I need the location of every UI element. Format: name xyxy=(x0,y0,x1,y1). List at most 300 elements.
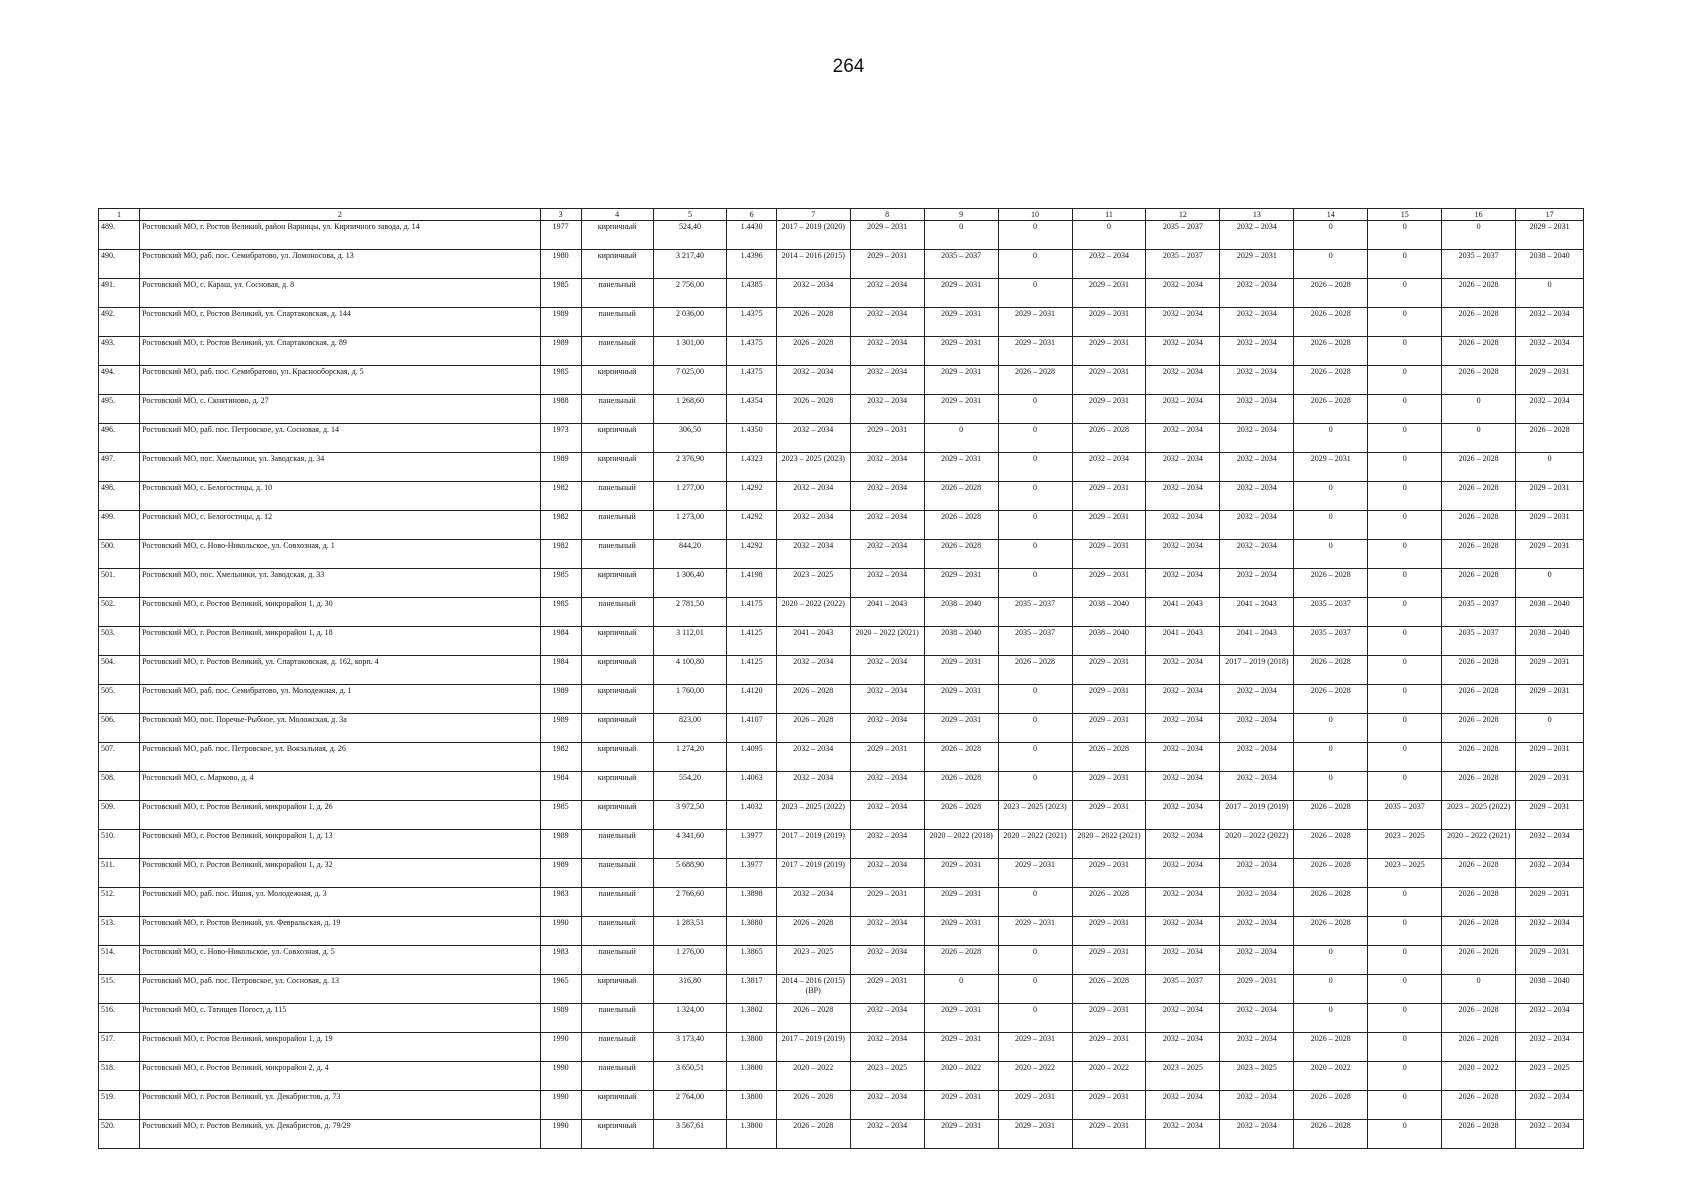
cell-period-col-14: 2026 – 2028 xyxy=(1294,1120,1368,1149)
cell-coefficient: 1.4385 xyxy=(727,279,776,308)
cell-period-col-15: 0 xyxy=(1368,714,1442,743)
cell-period-col-17: 2029 – 2031 xyxy=(1516,801,1584,830)
cell-period-col-14: 2026 – 2028 xyxy=(1294,308,1368,337)
cell-period-col-12: 2041 – 2043 xyxy=(1146,627,1220,656)
cell-period-col-8: 2029 – 2031 xyxy=(850,975,924,1004)
cell-period-col-14: 0 xyxy=(1294,221,1368,250)
cell-period-col-9: 2029 – 2031 xyxy=(924,656,998,685)
cell-row-number: 519. xyxy=(99,1091,140,1120)
cell-area: 1 268,60 xyxy=(653,395,727,424)
cell-period-col-8: 2023 – 2025 xyxy=(850,1062,924,1091)
cell-period-col-9: 2029 – 2031 xyxy=(924,1004,998,1033)
cell-period-col-13: 2032 – 2034 xyxy=(1220,1091,1294,1120)
cell-period-col-15: 0 xyxy=(1368,1004,1442,1033)
cell-coefficient: 1.3898 xyxy=(727,888,776,917)
cell-period-col-15: 0 xyxy=(1368,540,1442,569)
cell-period-col-17: 2029 – 2031 xyxy=(1516,888,1584,917)
cell-year-built: 1989 xyxy=(540,453,581,482)
cell-period-col-11: 2029 – 2031 xyxy=(1072,917,1146,946)
cell-year-built: 1988 xyxy=(540,395,581,424)
cell-address: Ростовский МО, с. Марково, д. 4 xyxy=(140,772,541,801)
cell-period-col-12: 2032 – 2034 xyxy=(1146,1120,1220,1149)
cell-year-built: 1990 xyxy=(540,1033,581,1062)
cell-period-col-12: 2032 – 2034 xyxy=(1146,1091,1220,1120)
cell-period-col-14: 0 xyxy=(1294,714,1368,743)
cell-period-col-15: 0 xyxy=(1368,482,1442,511)
cell-period-col-11: 2029 – 2031 xyxy=(1072,656,1146,685)
cell-year-built: 1982 xyxy=(540,743,581,772)
cell-period-col-17: 2032 – 2034 xyxy=(1516,917,1584,946)
cell-period-col-13: 2032 – 2034 xyxy=(1220,279,1294,308)
cell-row-number: 516. xyxy=(99,1004,140,1033)
cell-period-col-16: 2026 – 2028 xyxy=(1442,917,1516,946)
cell-wall-material: кирпичный xyxy=(581,627,653,656)
cell-period-col-7: 2017 – 2019 (2020) xyxy=(776,221,850,250)
cell-period-col-9: 2026 – 2028 xyxy=(924,946,998,975)
cell-period-col-10: 0 xyxy=(998,250,1072,279)
cell-period-col-12: 2035 – 2037 xyxy=(1146,250,1220,279)
cell-address: Ростовский МО, г. Ростов Великий, район Варницы, ул. Кирпичного завода, д. 14 xyxy=(140,221,541,250)
cell-period-col-17: 2038 – 2040 xyxy=(1516,975,1584,1004)
column-header-8: 8 xyxy=(850,209,924,221)
cell-area: 2 766,60 xyxy=(653,888,727,917)
cell-period-col-10: 0 xyxy=(998,685,1072,714)
cell-period-col-9: 2029 – 2031 xyxy=(924,859,998,888)
cell-row-number: 509. xyxy=(99,801,140,830)
cell-period-col-16: 2026 – 2028 xyxy=(1442,279,1516,308)
cell-wall-material: панельный xyxy=(581,511,653,540)
cell-row-number: 512. xyxy=(99,888,140,917)
table-row xyxy=(99,424,1584,453)
cell-period-col-16: 0 xyxy=(1442,395,1516,424)
column-header-2: 2 xyxy=(140,209,541,221)
cell-period-col-10: 0 xyxy=(998,975,1072,1004)
cell-period-col-14: 2026 – 2028 xyxy=(1294,1033,1368,1062)
cell-period-col-16: 2026 – 2028 xyxy=(1442,888,1516,917)
cell-period-col-14: 2026 – 2028 xyxy=(1294,859,1368,888)
cell-period-col-17: 0 xyxy=(1516,569,1584,598)
cell-period-col-9: 2029 – 2031 xyxy=(924,1120,998,1149)
table-row xyxy=(99,743,1584,772)
cell-period-col-11: 2038 – 2040 xyxy=(1072,598,1146,627)
cell-wall-material: кирпичный xyxy=(581,453,653,482)
column-header-12: 12 xyxy=(1146,209,1220,221)
table-row xyxy=(99,975,1584,1004)
cell-area: 1 306,40 xyxy=(653,569,727,598)
cell-period-col-7: 2032 – 2034 xyxy=(776,424,850,453)
cell-period-col-8: 2032 – 2034 xyxy=(850,830,924,859)
table-row xyxy=(99,656,1584,685)
cell-period-col-15: 0 xyxy=(1368,917,1442,946)
cell-period-col-10: 2029 – 2031 xyxy=(998,917,1072,946)
table-row xyxy=(99,772,1584,801)
cell-period-col-12: 2032 – 2034 xyxy=(1146,424,1220,453)
cell-period-col-16: 2026 – 2028 xyxy=(1442,511,1516,540)
cell-period-col-10: 0 xyxy=(998,714,1072,743)
cell-period-col-17: 2029 – 2031 xyxy=(1516,772,1584,801)
column-header-10: 10 xyxy=(998,209,1072,221)
cell-period-col-13: 2032 – 2034 xyxy=(1220,743,1294,772)
cell-period-col-15: 0 xyxy=(1368,511,1442,540)
cell-year-built: 1982 xyxy=(540,482,581,511)
cell-period-col-17: 2029 – 2031 xyxy=(1516,685,1584,714)
cell-period-col-16: 2026 – 2028 xyxy=(1442,569,1516,598)
cell-period-col-11: 2029 – 2031 xyxy=(1072,308,1146,337)
cell-period-col-15: 0 xyxy=(1368,1120,1442,1149)
cell-period-col-17: 2038 – 2040 xyxy=(1516,598,1584,627)
table-body xyxy=(99,221,1584,1149)
cell-period-col-12: 2032 – 2034 xyxy=(1146,308,1220,337)
table-row xyxy=(99,1033,1584,1062)
cell-period-col-14: 0 xyxy=(1294,511,1368,540)
cell-period-col-16: 2020 – 2022 xyxy=(1442,1062,1516,1091)
cell-address: Ростовский МО, г. Ростов Великий, ул. Февральская, д. 19 xyxy=(140,917,541,946)
cell-period-col-7: 2020 – 2022 xyxy=(776,1062,850,1091)
cell-period-col-14: 0 xyxy=(1294,424,1368,453)
cell-period-col-14: 2026 – 2028 xyxy=(1294,917,1368,946)
cell-wall-material: кирпичный xyxy=(581,1120,653,1149)
cell-row-number: 495. xyxy=(99,395,140,424)
cell-area: 3 972,50 xyxy=(653,801,727,830)
cell-period-col-17: 0 xyxy=(1516,714,1584,743)
cell-period-col-14: 2026 – 2028 xyxy=(1294,337,1368,366)
cell-row-number: 508. xyxy=(99,772,140,801)
cell-period-col-10: 0 xyxy=(998,511,1072,540)
cell-period-col-10: 2029 – 2031 xyxy=(998,337,1072,366)
table-row xyxy=(99,946,1584,975)
cell-area: 1 276,00 xyxy=(653,946,727,975)
cell-area: 1 760,00 xyxy=(653,685,727,714)
cell-period-col-11: 2026 – 2028 xyxy=(1072,424,1146,453)
cell-period-col-8: 2032 – 2034 xyxy=(850,1091,924,1120)
cell-wall-material: кирпичный xyxy=(581,1091,653,1120)
column-header-7: 7 xyxy=(776,209,850,221)
cell-period-col-9: 0 xyxy=(924,221,998,250)
cell-period-col-12: 2032 – 2034 xyxy=(1146,917,1220,946)
cell-period-col-11: 2029 – 2031 xyxy=(1072,1004,1146,1033)
column-header-5: 5 xyxy=(653,209,727,221)
cell-period-col-11: 2029 – 2031 xyxy=(1072,482,1146,511)
cell-row-number: 498. xyxy=(99,482,140,511)
cell-year-built: 1985 xyxy=(540,366,581,395)
cell-period-col-12: 2032 – 2034 xyxy=(1146,685,1220,714)
cell-period-col-14: 2026 – 2028 xyxy=(1294,279,1368,308)
table-row xyxy=(99,308,1584,337)
cell-row-number: 492. xyxy=(99,308,140,337)
cell-area: 1 283,51 xyxy=(653,917,727,946)
cell-period-col-12: 2032 – 2034 xyxy=(1146,801,1220,830)
cell-period-col-15: 0 xyxy=(1368,743,1442,772)
cell-period-col-12: 2032 – 2034 xyxy=(1146,1004,1220,1033)
cell-row-number: 497. xyxy=(99,453,140,482)
column-header-9: 9 xyxy=(924,209,998,221)
cell-period-col-14: 2026 – 2028 xyxy=(1294,569,1368,598)
cell-period-col-7: 2032 – 2034 xyxy=(776,540,850,569)
cell-period-col-13: 2032 – 2034 xyxy=(1220,337,1294,366)
cell-period-col-14: 0 xyxy=(1294,540,1368,569)
cell-period-col-17: 2032 – 2034 xyxy=(1516,1004,1584,1033)
cell-coefficient: 1.4292 xyxy=(727,482,776,511)
table-row xyxy=(99,917,1584,946)
cell-period-col-17: 2029 – 2031 xyxy=(1516,656,1584,685)
table-row xyxy=(99,685,1584,714)
cell-period-col-9: 2029 – 2031 xyxy=(924,366,998,395)
cell-address: Ростовский МО, раб. пос. Петровское, ул. Сосновая, д. 14 xyxy=(140,424,541,453)
cell-period-col-15: 0 xyxy=(1368,569,1442,598)
cell-period-col-7: 2032 – 2034 xyxy=(776,888,850,917)
cell-period-col-16: 2026 – 2028 xyxy=(1442,308,1516,337)
cell-period-col-17: 0 xyxy=(1516,279,1584,308)
cell-period-col-9: 2029 – 2031 xyxy=(924,714,998,743)
cell-period-col-12: 2032 – 2034 xyxy=(1146,569,1220,598)
cell-wall-material: панельный xyxy=(581,279,653,308)
cell-year-built: 1990 xyxy=(540,1120,581,1149)
cell-period-col-17: 2032 – 2034 xyxy=(1516,1091,1584,1120)
cell-coefficient: 1.3802 xyxy=(727,1004,776,1033)
cell-period-col-12: 2035 – 2037 xyxy=(1146,221,1220,250)
cell-period-col-15: 0 xyxy=(1368,1062,1442,1091)
cell-period-col-7: 2032 – 2034 xyxy=(776,366,850,395)
cell-period-col-13: 2032 – 2034 xyxy=(1220,917,1294,946)
cell-area: 2 036,00 xyxy=(653,308,727,337)
cell-period-col-8: 2032 – 2034 xyxy=(850,685,924,714)
cell-period-col-13: 2032 – 2034 xyxy=(1220,946,1294,975)
cell-period-col-15: 0 xyxy=(1368,250,1442,279)
cell-period-col-11: 2029 – 2031 xyxy=(1072,772,1146,801)
cell-period-col-16: 2026 – 2028 xyxy=(1442,540,1516,569)
cell-period-col-10: 2020 – 2022 xyxy=(998,1062,1072,1091)
cell-period-col-7: 2032 – 2034 xyxy=(776,656,850,685)
cell-year-built: 1977 xyxy=(540,221,581,250)
cell-period-col-11: 2029 – 2031 xyxy=(1072,801,1146,830)
cell-year-built: 1989 xyxy=(540,714,581,743)
cell-address: Ростовский МО, г. Ростов Великий, микрорайон 1, д. 32 xyxy=(140,859,541,888)
cell-period-col-16: 2026 – 2028 xyxy=(1442,1120,1516,1149)
cell-period-col-10: 2020 – 2022 (2021) xyxy=(998,830,1072,859)
cell-period-col-10: 0 xyxy=(998,453,1072,482)
cell-period-col-8: 2029 – 2031 xyxy=(850,743,924,772)
cell-period-col-17: 2029 – 2031 xyxy=(1516,511,1584,540)
cell-period-col-9: 2029 – 2031 xyxy=(924,308,998,337)
cell-period-col-14: 2026 – 2028 xyxy=(1294,1091,1368,1120)
cell-period-col-13: 2032 – 2034 xyxy=(1220,482,1294,511)
cell-period-col-9: 2038 – 2040 xyxy=(924,627,998,656)
cell-year-built: 1973 xyxy=(540,424,581,453)
table-row xyxy=(99,337,1584,366)
cell-period-col-10: 0 xyxy=(998,946,1072,975)
cell-period-col-9: 2026 – 2028 xyxy=(924,772,998,801)
cell-area: 3 112,01 xyxy=(653,627,727,656)
column-number-header-row xyxy=(99,209,1584,221)
table-row xyxy=(99,1091,1584,1120)
cell-period-col-13: 2032 – 2034 xyxy=(1220,888,1294,917)
cell-period-col-11: 2029 – 2031 xyxy=(1072,946,1146,975)
table-row xyxy=(99,482,1584,511)
cell-period-col-11: 2029 – 2031 xyxy=(1072,859,1146,888)
cell-period-col-10: 2029 – 2031 xyxy=(998,1033,1072,1062)
cell-period-col-9: 2029 – 2031 xyxy=(924,685,998,714)
cell-wall-material: кирпичный xyxy=(581,569,653,598)
cell-row-number: 493. xyxy=(99,337,140,366)
cell-period-col-14: 2026 – 2028 xyxy=(1294,395,1368,424)
cell-row-number: 507. xyxy=(99,743,140,772)
cell-period-col-15: 0 xyxy=(1368,656,1442,685)
cell-period-col-7: 2017 – 2019 (2019) xyxy=(776,859,850,888)
cell-address: Ростовский МО, раб. пос. Семибратово, ул. Краснооборская, д. 5 xyxy=(140,366,541,395)
cell-period-col-15: 0 xyxy=(1368,279,1442,308)
cell-address: Ростовский МО, г. Ростов Великий, микрорайон 1, д. 26 xyxy=(140,801,541,830)
cell-period-col-10: 2035 – 2037 xyxy=(998,627,1072,656)
table-row xyxy=(99,511,1584,540)
cell-period-col-7: 2041 – 2043 xyxy=(776,627,850,656)
cell-year-built: 1980 xyxy=(540,250,581,279)
cell-period-col-15: 0 xyxy=(1368,308,1442,337)
cell-period-col-15: 0 xyxy=(1368,598,1442,627)
cell-area: 1 324,00 xyxy=(653,1004,727,1033)
cell-period-col-16: 2026 – 2028 xyxy=(1442,859,1516,888)
table-row xyxy=(99,801,1584,830)
cell-period-col-15: 2023 – 2025 xyxy=(1368,830,1442,859)
cell-address: Ростовский МО, г. Ростов Великий, ул. Спартаковская, д. 162, корп. 4 xyxy=(140,656,541,685)
cell-period-col-14: 0 xyxy=(1294,250,1368,279)
cell-period-col-14: 2026 – 2028 xyxy=(1294,656,1368,685)
cell-period-col-11: 2032 – 2034 xyxy=(1072,453,1146,482)
cell-area: 5 688,90 xyxy=(653,859,727,888)
cell-period-col-7: 2032 – 2034 xyxy=(776,511,850,540)
cell-period-col-7: 2026 – 2028 xyxy=(776,1004,850,1033)
column-header-14: 14 xyxy=(1294,209,1368,221)
cell-year-built: 1985 xyxy=(540,279,581,308)
cell-period-col-14: 0 xyxy=(1294,946,1368,975)
cell-period-col-13: 2041 – 2043 xyxy=(1220,627,1294,656)
cell-period-col-13: 2032 – 2034 xyxy=(1220,395,1294,424)
cell-wall-material: кирпичный xyxy=(581,772,653,801)
cell-period-col-12: 2023 – 2025 xyxy=(1146,1062,1220,1091)
cell-period-col-13: 2032 – 2034 xyxy=(1220,511,1294,540)
table-row xyxy=(99,395,1584,424)
cell-period-col-12: 2032 – 2034 xyxy=(1146,946,1220,975)
cell-period-col-10: 0 xyxy=(998,772,1072,801)
cell-period-col-13: 2032 – 2034 xyxy=(1220,308,1294,337)
cell-period-col-12: 2032 – 2034 xyxy=(1146,888,1220,917)
cell-address: Ростовский МО, раб. пос. Петровское, ул. Вокзальная, д. 26 xyxy=(140,743,541,772)
cell-area: 3 217,40 xyxy=(653,250,727,279)
cell-period-col-7: 2026 – 2028 xyxy=(776,1091,850,1120)
cell-area: 554,20 xyxy=(653,772,727,801)
cell-row-number: 496. xyxy=(99,424,140,453)
cell-area: 1 273,00 xyxy=(653,511,727,540)
cell-period-col-7: 2020 – 2022 (2022) xyxy=(776,598,850,627)
cell-address: Ростовский МО, г. Ростов Великий, ул. Спартаковская, д. 144 xyxy=(140,308,541,337)
cell-address: Ростовский МО, г. Ростов Великий, ул. Декабристов, д. 79/29 xyxy=(140,1120,541,1149)
cell-area: 2 756,00 xyxy=(653,279,727,308)
cell-period-col-12: 2032 – 2034 xyxy=(1146,743,1220,772)
cell-period-col-7: 2032 – 2034 xyxy=(776,279,850,308)
cell-address: Ростовский МО, с. Ново-Никольское, ул. Совхозная, д. 1 xyxy=(140,540,541,569)
column-header-1: 1 xyxy=(99,209,140,221)
cell-address: Ростовский МО, с. Татищев Погост, д. 115 xyxy=(140,1004,541,1033)
cell-period-col-12: 2032 – 2034 xyxy=(1146,540,1220,569)
cell-period-col-17: 2026 – 2028 xyxy=(1516,424,1584,453)
cell-period-col-9: 2026 – 2028 xyxy=(924,540,998,569)
cell-period-col-7: 2026 – 2028 xyxy=(776,917,850,946)
cell-period-col-16: 2026 – 2028 xyxy=(1442,772,1516,801)
table-row xyxy=(99,888,1584,917)
cell-period-col-8: 2032 – 2034 xyxy=(850,946,924,975)
cell-period-col-9: 2029 – 2031 xyxy=(924,395,998,424)
cell-period-col-10: 2035 – 2037 xyxy=(998,598,1072,627)
cell-row-number: 505. xyxy=(99,685,140,714)
cell-row-number: 500. xyxy=(99,540,140,569)
cell-period-col-12: 2032 – 2034 xyxy=(1146,1033,1220,1062)
cell-period-col-17: 2029 – 2031 xyxy=(1516,540,1584,569)
cell-year-built: 1984 xyxy=(540,627,581,656)
cell-period-col-14: 2020 – 2022 xyxy=(1294,1062,1368,1091)
cell-period-col-11: 2029 – 2031 xyxy=(1072,1033,1146,1062)
cell-address: Ростовский МО, раб. пос. Петровское, ул. Сосновая, д. 13 xyxy=(140,975,541,1004)
cell-period-col-8: 2020 – 2022 (2021) xyxy=(850,627,924,656)
cell-year-built: 1989 xyxy=(540,308,581,337)
cell-period-col-15: 0 xyxy=(1368,772,1442,801)
cell-period-col-9: 0 xyxy=(924,975,998,1004)
cell-area: 1 277,00 xyxy=(653,482,727,511)
cell-period-col-12: 2032 – 2034 xyxy=(1146,453,1220,482)
cell-period-col-7: 2014 – 2016 (2015) xyxy=(776,250,850,279)
cell-period-col-11: 2032 – 2034 xyxy=(1072,250,1146,279)
cell-period-col-8: 2029 – 2031 xyxy=(850,250,924,279)
cell-wall-material: кирпичный xyxy=(581,221,653,250)
cell-period-col-8: 2032 – 2034 xyxy=(850,308,924,337)
cell-coefficient: 1.4095 xyxy=(727,743,776,772)
cell-wall-material: панельный xyxy=(581,540,653,569)
cell-year-built: 1985 xyxy=(540,598,581,627)
table-row xyxy=(99,598,1584,627)
cell-coefficient: 1.4292 xyxy=(727,511,776,540)
cell-period-col-15: 0 xyxy=(1368,627,1442,656)
cell-area: 306,50 xyxy=(653,424,727,453)
cell-period-col-8: 2032 – 2034 xyxy=(850,453,924,482)
cell-period-col-15: 0 xyxy=(1368,453,1442,482)
cell-period-col-17: 2029 – 2031 xyxy=(1516,743,1584,772)
cell-wall-material: панельный xyxy=(581,917,653,946)
cell-period-col-10: 2026 – 2028 xyxy=(998,366,1072,395)
cell-row-number: 514. xyxy=(99,946,140,975)
cell-period-col-15: 0 xyxy=(1368,1033,1442,1062)
cell-period-col-9: 2020 – 2022 (2018) xyxy=(924,830,998,859)
cell-period-col-16: 0 xyxy=(1442,424,1516,453)
cell-period-col-15: 0 xyxy=(1368,975,1442,1004)
table-row xyxy=(99,859,1584,888)
cell-period-col-16: 2026 – 2028 xyxy=(1442,656,1516,685)
cell-period-col-16: 2035 – 2037 xyxy=(1442,627,1516,656)
cell-row-number: 501. xyxy=(99,569,140,598)
cell-period-col-11: 2020 – 2022 (2021) xyxy=(1072,830,1146,859)
cell-period-col-9: 0 xyxy=(924,424,998,453)
cell-wall-material: панельный xyxy=(581,830,653,859)
cell-area: 3 650,51 xyxy=(653,1062,727,1091)
column-header-13: 13 xyxy=(1220,209,1294,221)
cell-period-col-17: 2032 – 2034 xyxy=(1516,830,1584,859)
cell-period-col-14: 0 xyxy=(1294,482,1368,511)
cell-row-number: 494. xyxy=(99,366,140,395)
cell-period-col-17: 2029 – 2031 xyxy=(1516,221,1584,250)
cell-period-col-16: 2035 – 2037 xyxy=(1442,598,1516,627)
cell-address: Ростовский МО, с. Скнятиново, д. 27 xyxy=(140,395,541,424)
cell-address: Ростовский МО, г. Ростов Великий, микрорайон 2, д. 4 xyxy=(140,1062,541,1091)
cell-period-col-14: 2029 – 2031 xyxy=(1294,453,1368,482)
cell-period-col-7: 2023 – 2025 (2022) xyxy=(776,801,850,830)
cell-coefficient: 1.4120 xyxy=(727,685,776,714)
